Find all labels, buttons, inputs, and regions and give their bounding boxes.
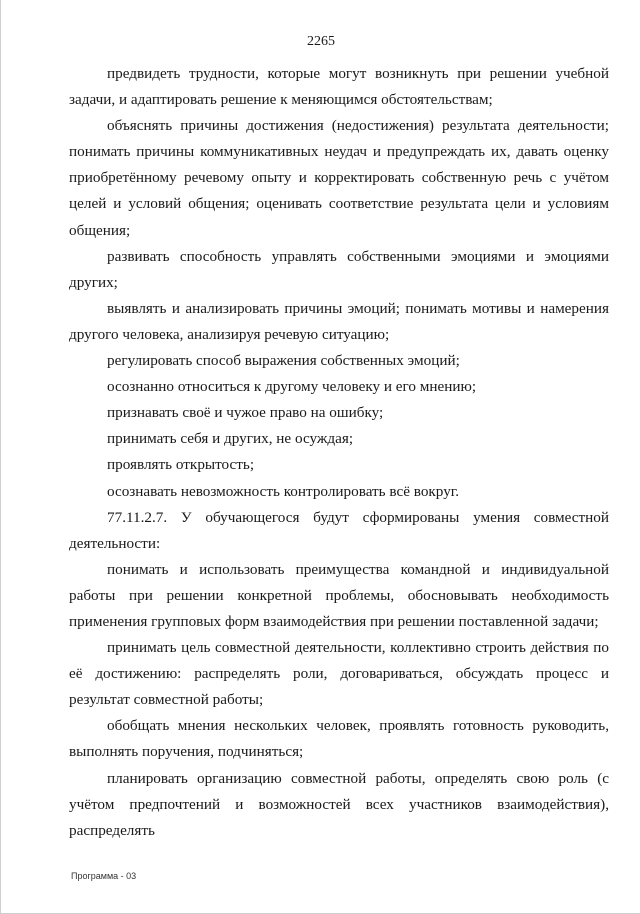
paragraph: выявлять и анализировать причины эмоций; понимать мотивы и намерения другого человека, анализируя речевую ситуацию;	[69, 299, 609, 343]
paragraph: осознанно относиться к другому человеку и его мнению;	[107, 378, 477, 396]
paragraph: обобщать мнения нескольких человек, проявлять готовность руководить, выполнять поручения, подчиняться;	[69, 717, 609, 761]
paragraph: предвидеть трудности, которые могут возникнуть при решении учебной задачи, и адаптировать решение к меняющимся обстоятельствам;	[69, 65, 609, 109]
paragraph: объяснять причины достижения (недостижения) результата деятельности; понимать причины коммуникативных неудач и предупреждать их, давать оценку приобретённому речевому опыту и корректировать собственную речь с учётом целей и условий общения; оценивать соответствие результата цели и условиям общения;	[69, 117, 609, 239]
paragraph: развивать способность управлять собственными эмоциями и эмоциями других;	[69, 247, 609, 291]
paragraph: регулировать способ выражения собственных эмоций;	[107, 352, 460, 370]
paragraph: осознавать невозможность контролировать всё вокруг.	[107, 482, 460, 500]
paragraph: планировать организацию совместной работы, определять свою роль (с учётом предпочтений и возможностей всех участников взаимодействия), распределять	[69, 769, 609, 839]
page-number: 2265	[307, 34, 335, 49]
footer-label: Программа - 03	[71, 871, 137, 881]
body-text	[69, 61, 609, 844]
paragraph: признавать своё и чужое право на ошибку;	[107, 404, 384, 422]
section-heading-paragraph: 77.11.2.7. У обучающегося будут сформированы умения совместной деятельности:	[69, 508, 609, 552]
paragraph: принимать цель совместной деятельности, коллективно строить действия по её достижению: распределять роли, договариваться, обсуждать процесс и результат совместной работы;	[69, 639, 609, 709]
paragraph: проявлять открытость;	[107, 456, 255, 474]
paragraph: понимать и использовать преимущества командной и индивидуальной работы при решении конкретной проблемы, обосновывать необходимость применения групповых форм взаимодействия при решении поставленной задачи;	[69, 560, 609, 630]
paragraph: принимать себя и других, не осуждая;	[107, 430, 354, 448]
